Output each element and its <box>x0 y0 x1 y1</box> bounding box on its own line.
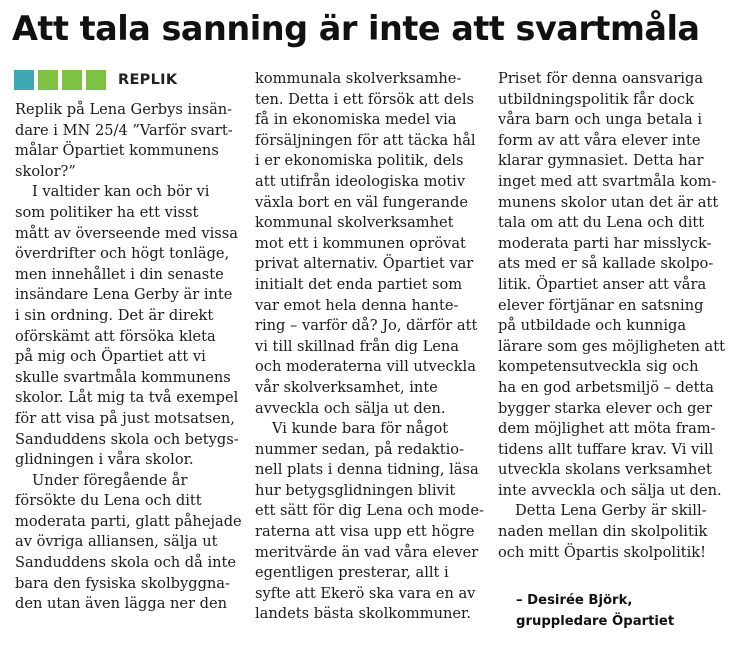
text-line: avveckla och sälja ut den. <box>255 399 446 417</box>
text-line: skolor?” <box>15 162 76 180</box>
text-line: var emot hela denna hante- <box>255 296 459 314</box>
text-line: Detta Lena Gerby är skill- <box>515 502 707 520</box>
text-line: för att visa på just motsatsen, <box>15 409 235 427</box>
paragraph <box>15 471 243 615</box>
kicker-square-green <box>86 70 106 90</box>
text-line: av övriga alliansen, sälja ut <box>15 533 218 551</box>
text-line: ten. Detta i ett försök att dels <box>255 90 475 108</box>
text-line: kommunala skolverksamhe- <box>255 70 462 87</box>
text-line: växla bort en väl fungerande <box>255 193 468 211</box>
text-line: tidens allt tuffare krav. Vi vill <box>498 440 714 458</box>
text-line: inte avveckla och sälja ut den. <box>498 481 722 499</box>
text-line: tala om att du Lena och ditt <box>498 214 705 232</box>
text-line: försäljningen för att täcka hål <box>255 131 476 149</box>
signature-name: – Desirée Björk, <box>516 593 633 608</box>
text-column-2 <box>255 69 487 625</box>
section-kicker <box>14 69 177 91</box>
text-line: privat alternativ. Öpartiet var <box>255 255 474 273</box>
text-line: den utan även lägga ner den <box>15 595 228 613</box>
text-line: Replik på Lena Gerbys insän- <box>15 101 233 118</box>
paragraph <box>255 419 487 625</box>
text-line: oförskämt att försöka kleta <box>15 327 216 345</box>
text-line: vår skolverksamhet, inte <box>255 378 438 396</box>
text-line: form av att våra elever inte <box>498 131 701 149</box>
paragraph <box>15 100 243 182</box>
signature-title: gruppledare Öpartiet <box>516 614 675 629</box>
text-line: utveckla skolans verksamhet <box>498 461 712 479</box>
text-line: ats med er så kallade skolpo- <box>498 255 714 273</box>
text-line: målar Öpartiet kommunens <box>15 142 219 160</box>
text-line: syfte att Ekerö ska vara en av <box>255 584 476 602</box>
text-line: bygger starka elever och ger <box>498 399 713 417</box>
text-line: nell plats i denna tidning, läsa <box>255 461 479 479</box>
text-line: raterna att visa upp ett högre <box>255 523 475 541</box>
text-line: Sanduddens skola och då inte <box>15 554 237 572</box>
text-column-1 <box>15 100 243 615</box>
text-line: lärare som ges möjligheten att <box>498 337 725 355</box>
text-line: att utifrån ideologiska motiv <box>255 172 466 190</box>
text-line: och moderaterna vill utveckla <box>255 358 476 376</box>
text-line: skulle svartmåla kommunens <box>15 368 231 386</box>
text-line: men innehållet i din senaste <box>15 265 224 283</box>
text-line: inget med att svartmåla kom- <box>498 172 717 190</box>
paragraph <box>498 69 726 501</box>
paragraph <box>15 182 243 470</box>
paragraph <box>255 69 487 419</box>
text-line: dem möjlighet att möta fram- <box>498 420 716 438</box>
text-line: på mig och Öpartiet att vi <box>15 348 206 366</box>
text-column-3 <box>498 69 726 563</box>
text-line: glidningen i våra skolor. <box>15 451 194 469</box>
signature <box>516 590 674 632</box>
text-line: moderata parti, glatt påhejade <box>15 512 242 530</box>
text-line: ha en god arbetsmiljö – detta <box>498 378 714 396</box>
text-line: utbildningspolitik får dock <box>498 90 694 108</box>
text-line: Priset för denna oansvariga <box>498 70 704 87</box>
text-line: försökte du Lena och ditt <box>15 492 202 510</box>
text-line: naden mellan din skolpolitik <box>498 523 708 541</box>
text-line: mot ett i kommunen oprövat <box>255 234 466 252</box>
text-line: få in ekonomiska medel via <box>255 111 457 129</box>
text-line: ett sätt för dig Lena och mode- <box>255 502 484 520</box>
text-line: vi till skillnad från dig Lena <box>255 337 460 355</box>
text-line: skolor. Låt mig ta två exempel <box>15 389 239 407</box>
text-line: på utbildade och kunniga <box>498 317 687 335</box>
text-line: som politiker ha ett visst <box>15 203 199 221</box>
text-line: Under föregående år <box>32 471 188 489</box>
text-line: munens skolor utan det är att <box>498 193 719 211</box>
text-line: moderata parti har misslyck- <box>498 234 712 252</box>
text-line: bara den fysiska skolbyggna- <box>15 574 230 592</box>
text-line: klarar gymnasiet. Detta har <box>498 152 704 170</box>
text-line: landets bästa skolkommuner. <box>255 605 472 623</box>
text-line: dare i MN 25/4 ”Varför svart- <box>15 121 233 139</box>
text-line: meritvärde än vad våra elever <box>255 543 479 561</box>
text-line: egentligen presterar, allt i <box>255 564 449 582</box>
text-line: elever förtjänar en satsning <box>498 296 704 314</box>
text-line: överdrifter och högt tonläge, <box>15 245 230 263</box>
text-line: hur betygsglidningen blivit <box>255 481 456 499</box>
text-line: kompetensutveckla sig och <box>498 358 699 376</box>
text-line: initialt det enda partiet som <box>255 275 463 293</box>
text-line: nummer sedan, på redaktio- <box>255 440 465 458</box>
paragraph <box>498 501 726 563</box>
kicker-label: REPLIK <box>118 72 178 88</box>
text-line: våra barn och unga betala i <box>498 111 703 129</box>
kicker-square-green <box>38 70 58 90</box>
kicker-square-teal <box>14 70 34 90</box>
text-line: mått av överseende med vissa <box>15 224 238 242</box>
text-line: ring – varför då? Jo, därför att <box>255 317 478 335</box>
text-line: insändare Lena Gerby är inte <box>15 286 233 304</box>
text-line: Vi kunde bara för något <box>272 420 449 438</box>
text-line: litik. Öpartiet anser att våra <box>498 275 707 293</box>
headline: Att tala sanning är inte att svartmåla <box>12 9 700 48</box>
text-line: i er ekonomiska politik, dels <box>255 152 464 170</box>
text-line: och mitt Öpartis skolpolitik! <box>498 543 707 561</box>
text-line: I valtider kan och bör vi <box>32 183 210 201</box>
text-line: kommunal skolverksamhet <box>255 214 454 232</box>
text-line: i sin ordning. Det är direkt <box>15 306 214 324</box>
text-line: Sanduddens skola och betygs- <box>15 430 239 448</box>
kicker-square-green <box>62 70 82 90</box>
